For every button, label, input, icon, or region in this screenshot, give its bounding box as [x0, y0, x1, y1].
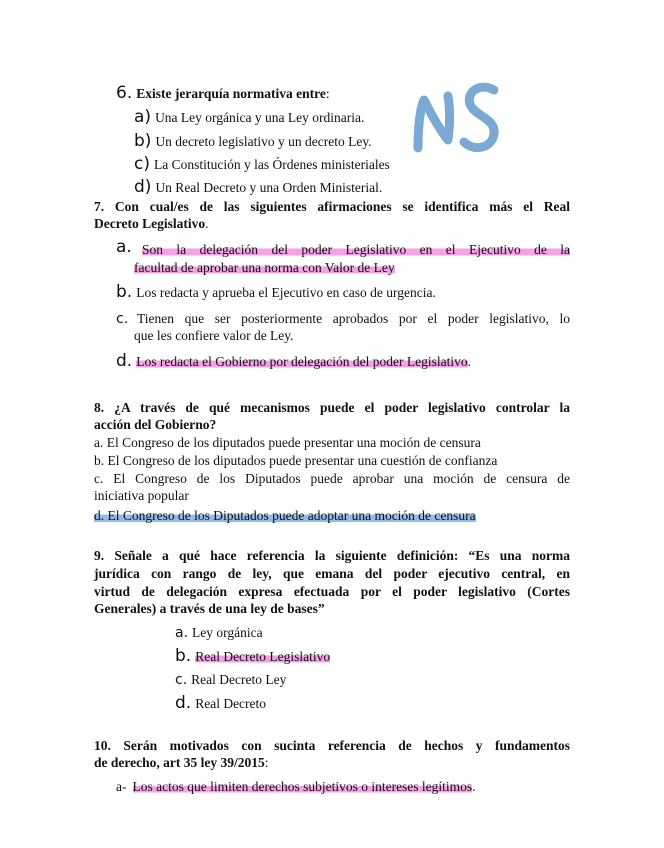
q7-option-a-letter: a. [116, 237, 132, 257]
q6-option-b: b) Un decreto legislativo y un decreto Ley. [134, 131, 372, 151]
q9-option-b: b. Real Decreto Legislativo [175, 646, 331, 666]
q7-option-a-line1 [142, 241, 570, 259]
highlight-blue: d. El Congreso de los Diputados puede adoptar una moción de censura [94, 508, 476, 523]
highlight-pink: Son la delegación del poder Legislativo en el Ejecutivo de la [142, 242, 570, 257]
q8-option-b: b. El Congreso de los diputados puede presentar una cuestión de confianza [94, 453, 498, 468]
q8-title-line2: acción del Gobierno? [94, 417, 217, 432]
q9-title-line2: jurídica con rango de ley, que emana del poder ejecutivo central, en [94, 566, 570, 581]
q9-option-a: a. Ley orgánica [175, 625, 263, 641]
q8-option-c-line1: c. El Congreso de los Diputados puede aprobar una moción de censura de [94, 471, 570, 486]
q8-option-c-line2: iniciativa popular [94, 488, 189, 503]
q7-option-b: b. Los redacta y aprueba el Ejecutivo en caso de urgencia. [116, 282, 436, 302]
q10-option-a: a- Los actos que limiten derechos subjetivos o intereses legítimos. [116, 779, 476, 794]
handwritten-ns-annotation [410, 78, 506, 158]
q6-option-c: c) La Constitución y las Órdenes ministeriales [134, 154, 390, 174]
q9-title-line4: Generales) a través de una ley de bases” [94, 601, 325, 616]
q7-option-d: d. Los redacta el Gobierno por delegación del poder Legislativo. [116, 351, 471, 371]
highlight-pink: facultad de aprobar una norma con Valor de Ley [134, 260, 395, 275]
q7-option-a-line2 [134, 259, 395, 277]
q9-option-d: d. Real Decreto [175, 693, 267, 713]
q10-title-line2: de derecho, art 35 ley 39/2015: [94, 755, 269, 770]
q6-option-d: d) Un Real Decreto y una Orden Ministerial. [134, 177, 383, 197]
q8-option-d [94, 507, 476, 525]
q10-title-line1: 10. Serán motivados con sucinta referencia de hechos y fundamentos [94, 738, 570, 753]
q7-option-c-line2: que les confiere valor de Ley. [134, 328, 294, 343]
q6-number: 6. [116, 83, 133, 103]
q8-title-line1: 8. ¿A través de qué mecanismos puede el poder legislativo controlar la [94, 400, 570, 415]
q7-title-line2: Decreto Legislativo. [94, 216, 209, 231]
q7-option-c-letter: c. [116, 311, 129, 327]
highlight-pink: Real Decreto Legislativo [195, 649, 331, 664]
q8-option-a: a. El Congreso de los diputados puede presentar una moción de censura [94, 435, 481, 450]
highlight-pink: Los redacta el Gobierno por delegación del poder Legislativo [136, 354, 468, 369]
q7-title-line1: 7. Con cual/es de las siguientes afirmaciones se identifica más el Real [94, 199, 570, 214]
q9-option-c: c. Real Decreto Ley [175, 672, 287, 688]
q9-title-line3: virtud de delegación expresa efectuada por el poder legislativo (Cortes [94, 584, 570, 599]
q7-option-c-line1: Tienen que ser posteriormente aprobados por el poder legislativo, lo [137, 311, 570, 326]
q9-title-line1: 9. Señale a qué hace referencia la siguiente definición: “Es una norma [94, 548, 570, 563]
highlight-pink: Los actos que limiten derechos subjetivos o intereses legítimos [132, 779, 473, 794]
q6-option-a: a) Una Ley orgánica y una Ley ordinaria. [134, 107, 365, 127]
q6-title: 6. Existe jerarquía normativa entre: [116, 83, 330, 103]
